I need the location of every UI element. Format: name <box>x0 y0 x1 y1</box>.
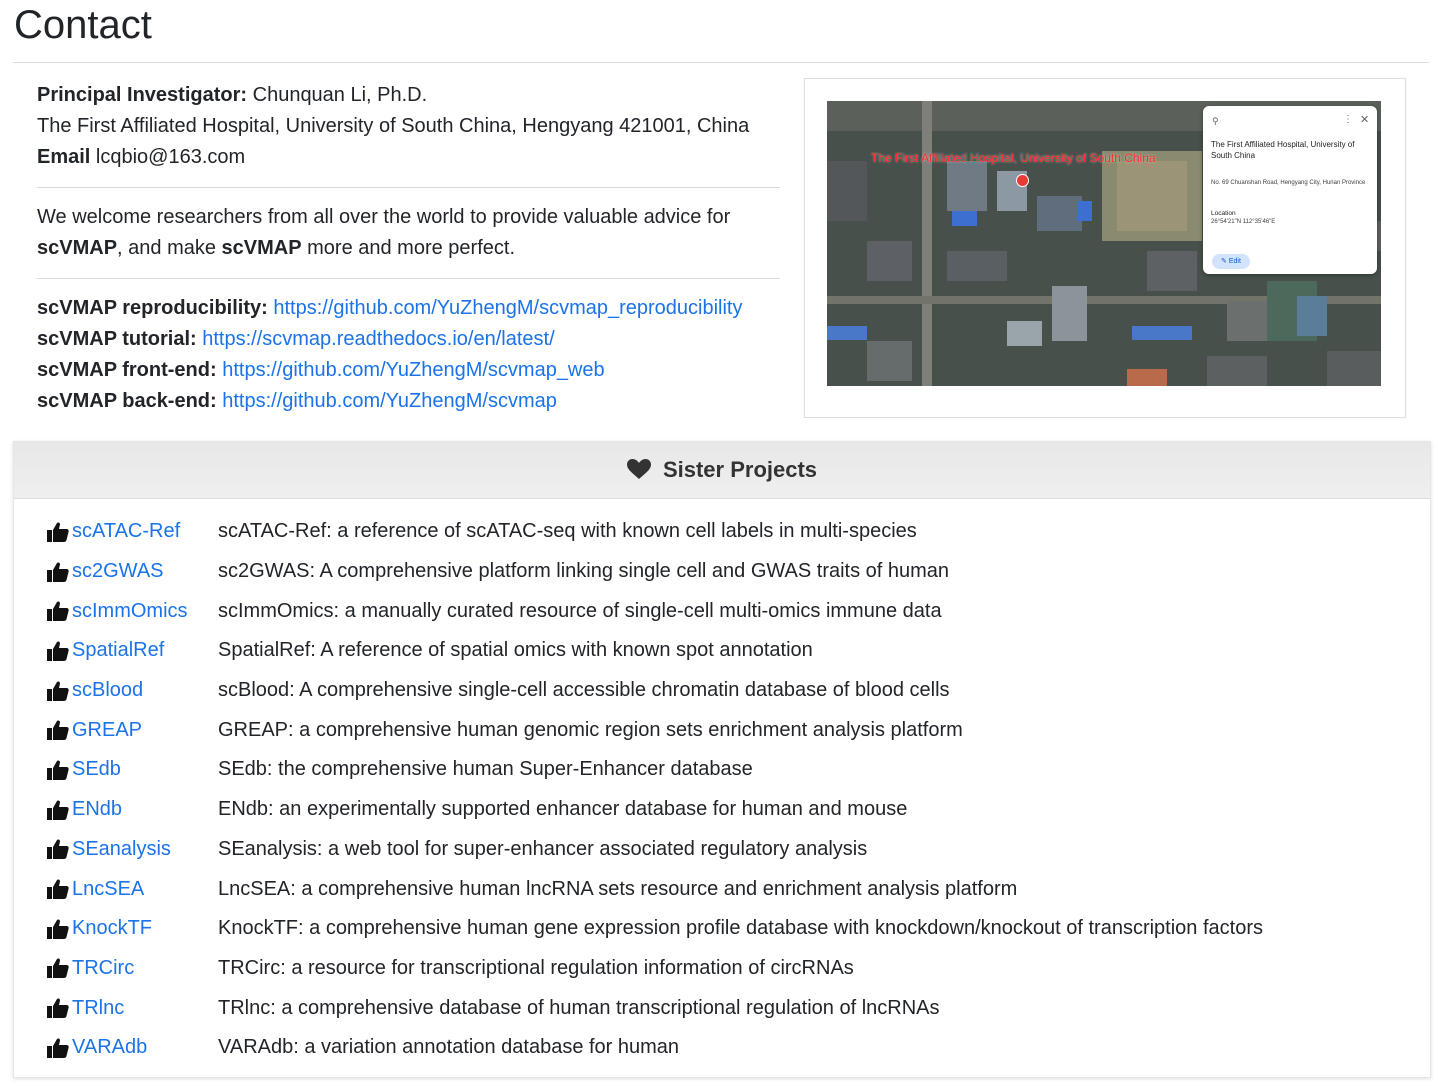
project-link[interactable]: KnockTF <box>72 917 153 940</box>
project-link[interactable]: SEdb <box>72 758 121 781</box>
project-link[interactable]: VARAdb <box>72 1036 148 1059</box>
project-description: ENdb: an experimentally supported enhancer database for human and mouse <box>218 798 908 821</box>
close-icon[interactable]: ✕ <box>1360 114 1370 126</box>
project-description: LncSEA: a comprehensive human lncRNA sets resource and enrichment analysis platform <box>218 877 1018 900</box>
email-row <box>37 142 782 173</box>
link-label: scVMAP back-end: <box>37 390 217 412</box>
project-link[interactable]: GREAP <box>72 718 143 741</box>
welcome-name2: scVMAP <box>221 237 302 259</box>
map-pin-icon[interactable] <box>1016 174 1029 187</box>
pi-label: Principal Investigator: <box>37 84 248 106</box>
project-link[interactable]: SEanalysis <box>72 837 171 860</box>
welcome-part3: more and more perfect. <box>301 237 516 259</box>
sister-projects-header <box>14 442 1430 499</box>
map-pin-icon: ⚲ <box>1212 116 1219 126</box>
info-divider <box>37 187 780 188</box>
heart-icon <box>627 459 651 480</box>
welcome-text <box>37 202 782 264</box>
project-row-seanalysis <box>47 830 1263 870</box>
map-card <box>804 78 1406 418</box>
link-label: scVMAP reproducibility: <box>37 297 268 319</box>
project-link[interactable]: sc2GWAS <box>72 560 164 583</box>
project-row-spatialref <box>47 631 1263 671</box>
project-row-lncsea <box>47 869 1263 909</box>
thumbs-up-icon <box>47 839 69 859</box>
project-row-trcirc <box>47 949 1263 989</box>
popup-coordinates: 26°54'21"N 112°35'46"E <box>1211 219 1276 225</box>
project-description: scImmOmics: a manually curated resource of single-cell multi-omics immune data <box>218 599 942 622</box>
reproducibility-link[interactable]: https://github.com/YuZhengM/scvmap_reproducibility <box>273 297 743 319</box>
project-description: TRCirc: a resource for transcriptional regulation information of circRNAs <box>218 956 854 979</box>
popup-address: No. 69 Chuanshan Road, Hengyang City, Hunan Province <box>1211 180 1366 186</box>
project-link[interactable]: scImmOmics <box>72 599 188 622</box>
edit-label: Edit <box>1228 258 1241 265</box>
map-place-label: The First Affiliated Hospital, University of South China <box>871 151 1156 165</box>
project-row-endb <box>47 790 1263 830</box>
project-row-scatac-ref <box>47 512 1263 552</box>
project-row-varadb <box>47 1028 1263 1068</box>
project-link[interactable]: LncSEA <box>72 877 145 900</box>
front-end-link[interactable]: https://github.com/YuZhengM/scvmap_web <box>222 359 605 381</box>
title-divider <box>13 62 1429 63</box>
project-row-knocktf <box>47 909 1263 949</box>
project-description: TRlnc: a comprehensive database of human transcriptional regulation of lncRNAs <box>218 996 940 1019</box>
thumbs-up-icon <box>47 562 69 582</box>
page-title: Contact <box>14 3 152 47</box>
project-link[interactable]: TRlnc <box>72 996 125 1019</box>
project-row-scblood <box>47 671 1263 711</box>
link-row-back-end <box>37 386 782 417</box>
back-end-link[interactable]: https://github.com/YuZhengM/scvmap <box>222 390 557 412</box>
project-row-trlnc <box>47 988 1263 1028</box>
project-row-sedb <box>47 750 1263 790</box>
thumbs-up-icon <box>47 1038 69 1058</box>
project-link[interactable]: scBlood <box>72 679 144 702</box>
links-divider <box>37 278 780 279</box>
satellite-map[interactable] <box>827 101 1381 386</box>
thumbs-up-icon <box>47 879 69 899</box>
more-vert-icon[interactable]: ⋮ <box>1343 114 1353 125</box>
link-row-front-end <box>37 355 782 386</box>
edit-button[interactable] <box>1212 254 1250 269</box>
thumbs-up-icon <box>47 919 69 939</box>
project-row-greap <box>47 710 1263 750</box>
link-label: scVMAP tutorial: <box>37 328 197 350</box>
project-description: KnockTF: a comprehensive human gene expression profile database with knockdown/knockout of transcription factors <box>218 917 1263 940</box>
thumbs-up-icon <box>47 998 69 1018</box>
project-link[interactable]: TRCirc <box>72 956 135 979</box>
project-row-sc2gwas <box>47 552 1263 592</box>
thumbs-up-icon <box>47 522 69 542</box>
pencil-icon: ✎ <box>1221 258 1227 265</box>
project-description: VARAdb: a variation annotation database for human <box>218 1036 680 1059</box>
project-list <box>47 512 1263 1068</box>
welcome-name1: scVMAP <box>37 237 118 259</box>
project-link[interactable]: scATAC-Ref <box>72 520 181 543</box>
thumbs-up-icon <box>47 800 69 820</box>
address: The First Affiliated Hospital, University of South China, Hengyang 421001, China <box>37 115 750 137</box>
thumbs-up-icon <box>47 681 69 701</box>
tutorial-link[interactable]: https://scvmap.readthedocs.io/en/latest/ <box>202 328 555 350</box>
thumbs-up-icon <box>47 720 69 740</box>
project-link[interactable]: SpatialRef <box>72 639 165 662</box>
project-description: SEanalysis: a web tool for super-enhancer associated regulatory analysis <box>218 837 868 860</box>
project-link[interactable]: ENdb <box>72 798 123 821</box>
pi-name: Chunquan Li, Ph.D. <box>252 84 428 106</box>
link-row-reproducibility <box>37 293 782 324</box>
thumbs-up-icon <box>47 601 69 621</box>
project-description: SpatialRef: A reference of spatial omics with known spot annotation <box>218 639 813 662</box>
project-description: scATAC-Ref: a reference of scATAC-seq with known cell labels in multi-species <box>218 520 917 543</box>
pi-row <box>37 80 782 111</box>
sister-projects-title: Sister Projects <box>662 457 818 482</box>
thumbs-up-icon <box>47 958 69 978</box>
project-row-scimmomics <box>47 591 1263 631</box>
sister-projects-card <box>13 441 1431 1078</box>
thumbs-up-icon <box>47 760 69 780</box>
popup-location-heading: Location <box>1211 210 1236 217</box>
thumbs-up-icon <box>47 641 69 661</box>
place-info-popup <box>1203 106 1377 274</box>
email-label: Email <box>37 146 91 168</box>
popup-place-name: The First Affiliated Hospital, University of South China <box>1211 140 1355 160</box>
project-description: scBlood: A comprehensive single-cell accessible chromatin database of blood cells <box>218 679 950 702</box>
email-value[interactable]: lcqbio@163.com <box>95 146 246 168</box>
link-label: scVMAP front-end: <box>37 359 217 381</box>
welcome-part1: We welcome researchers from all over the world to provide valuable advice for <box>37 206 731 228</box>
project-description: sc2GWAS: A comprehensive platform linking single cell and GWAS traits of human <box>218 560 950 583</box>
contact-info <box>37 80 782 417</box>
link-row-tutorial <box>37 324 782 355</box>
project-description: GREAP: a comprehensive human genomic region sets enrichment analysis platform <box>218 718 963 741</box>
welcome-part2: , and make <box>117 237 222 259</box>
project-description: SEdb: the comprehensive human Super-Enhancer database <box>218 758 753 781</box>
